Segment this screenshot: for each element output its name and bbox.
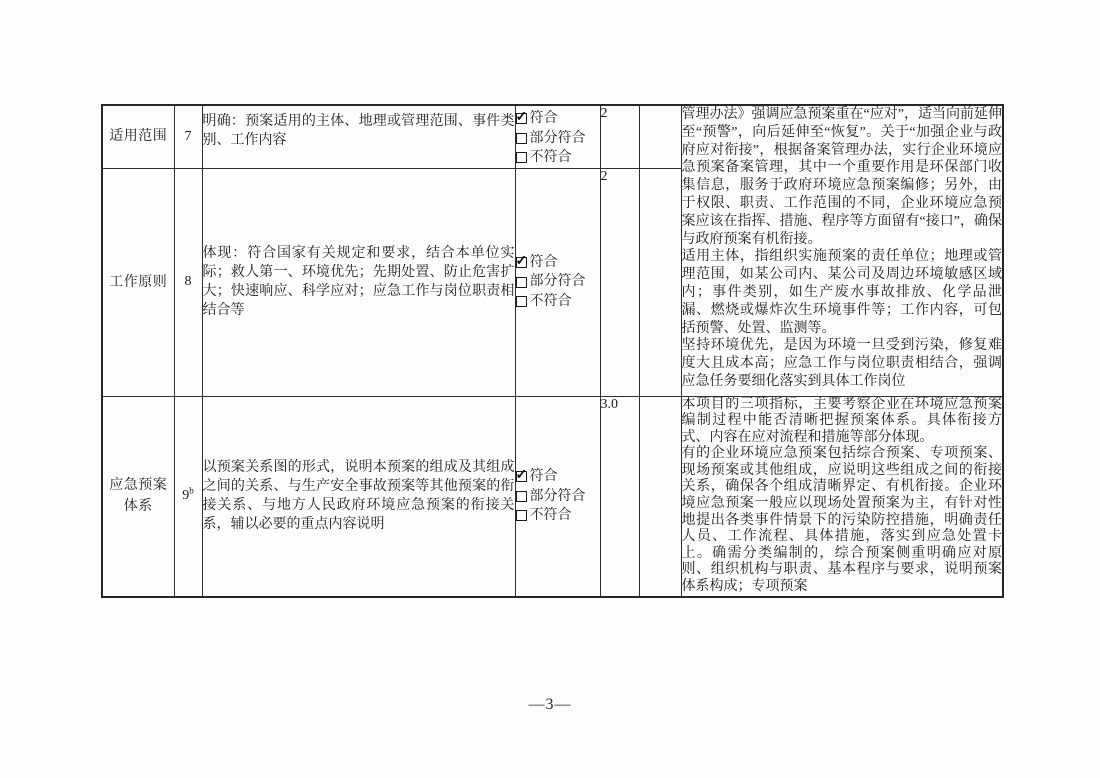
- category-cell: 适用范围: [102, 105, 174, 168]
- conformity-checkbox-group: [515, 105, 600, 168]
- notes-paragraph: 坚持环境优先，是因为环境一旦受到污染，修复难度大且成本高；应急工作与岗位职责相结合，强调应急任务要细化落实到具体工作岗位: [681, 338, 1002, 389]
- item-number-cell: [174, 105, 202, 168]
- score-cell: 3.0: [600, 396, 639, 597]
- checkbox-label: 符合: [529, 254, 558, 270]
- checkbox-icon: [516, 471, 527, 482]
- notes-paragraph: 管理办法》强调应急预案重在“应对”，适当向前延伸至“预警”，向后延伸至“恢复”。关于“加强企业与政府应对衔接”，根据备案管理办法，实行企业环境应急预案备案管理，其中一个重要作用是环保部门收集信息，服务于政府环境应急预案编修；另外，由于权限、职责、工作范围的不同，企业环境应急预案应该在指挥、措施、程序等方面留有“接口”，确保与政府预案有机衔接。: [681, 107, 1002, 247]
- checkbox-label: 不符合: [529, 508, 572, 523]
- checkbox-option-partial[interactable]: [516, 129, 600, 149]
- notes-paragraph: 有的企业环境应急预案包括综合预案、专项预案、现场预案或其他组成，应说明这些组成之间的衔接关系，确保各个组成清晰界定、有机衔接。企业环境应急预案一般应以现场处置预案为主，有针对性地提出各类事件情景下的污染防控措施，明确责任人员、工作流程、具体措施，落实到应急处置卡上。确需分类编制的，综合预案侧重明确应对原则、组织机构与职责、基本程序与要求，说明预案体系构成；专项预案: [681, 446, 1002, 595]
- notes-paragraph: 适用主体，指组织实施预案的责任单位；地理或管理范围，如某公司内、某公司及周边环境敏感区域内；事件类别，如生产废水事故排放、化学品泄漏、燃烧或爆炸次生环境事件等；工作内容，可包括预警、处置、监测等。: [681, 249, 1002, 336]
- guidance-notes-cell: [681, 396, 1003, 597]
- checkbox-icon: [516, 510, 527, 521]
- requirement-cell: 体现：符合国家有关规定和要求，结合本单位实际；救人第一、环境优先；先期处置、防止危害扩大；快速响应、科学应对；应急工作与岗位职责相结合等: [202, 168, 515, 396]
- checkbox-icon: [516, 133, 527, 144]
- item-number: 7: [184, 128, 192, 144]
- item-number-superscript: b: [189, 485, 194, 496]
- checkbox-option-nonconform[interactable]: [516, 292, 600, 312]
- checkbox-label: 符合: [529, 111, 558, 126]
- checkbox-icon: [516, 277, 527, 288]
- checkbox-label: 符合: [529, 469, 558, 484]
- checkbox-icon: [516, 296, 527, 307]
- assessment-table: [101, 104, 1004, 598]
- checkbox-option-conform[interactable]: [516, 253, 600, 273]
- checkbox-label: 不符合: [529, 293, 572, 309]
- checkbox-option-conform[interactable]: [516, 467, 600, 487]
- guidance-notes-cell: [681, 105, 1003, 396]
- conformity-checkbox-group: [515, 168, 600, 396]
- checkbox-icon: [516, 152, 527, 163]
- score-cell: 2: [600, 168, 639, 396]
- checkbox-icon: [516, 113, 527, 124]
- checkbox-option-partial[interactable]: [516, 272, 600, 292]
- notes-paragraph: 本项目的三项指标，主要考察企业在环境应急预案编制过程中能否清晰把握预案体系。具体衔接方式、内容在应对流程和措施等部分体现。: [681, 396, 1002, 445]
- checkbox-option-partial[interactable]: [516, 487, 600, 507]
- checkbox-icon: [516, 491, 527, 502]
- item-number-cell: [174, 396, 202, 597]
- category-cell: 应急预案体系: [102, 396, 174, 597]
- conformity-checkbox-group: [515, 396, 600, 597]
- page-number: —3—: [528, 696, 572, 713]
- checkbox-icon: [516, 257, 527, 268]
- item-number: 9: [182, 488, 190, 504]
- requirement-cell: 明确：预案适用的主体、地理或管理范围、事件类别、工作内容: [202, 105, 515, 168]
- empty-cell: [639, 168, 681, 396]
- requirement-cell: 以预案关系图的形式，说明本预案的组成及其组成之间的关系、与生产安全事故预案等其他预案的衔接关系、与地方人民政府环境应急预案的衔接关系，辅以必要的重点内容说明: [202, 396, 515, 597]
- score-cell: 2: [600, 105, 639, 168]
- category-cell: 工作原则: [102, 168, 174, 396]
- item-number: 8: [184, 274, 192, 289]
- checkbox-option-nonconform[interactable]: [516, 506, 600, 526]
- empty-cell: [639, 105, 681, 168]
- table-row: [102, 105, 1003, 168]
- checkbox-label: 部分符合: [529, 130, 586, 146]
- checkbox-option-nonconform[interactable]: [516, 148, 600, 168]
- checkbox-label: 不符合: [529, 150, 572, 165]
- checkbox-label: 部分符合: [529, 274, 586, 290]
- empty-cell: [639, 396, 681, 597]
- checkbox-option-conform[interactable]: [516, 109, 600, 129]
- item-number-cell: [174, 168, 202, 396]
- checkbox-label: 部分符合: [529, 488, 586, 504]
- table-row: [102, 396, 1003, 597]
